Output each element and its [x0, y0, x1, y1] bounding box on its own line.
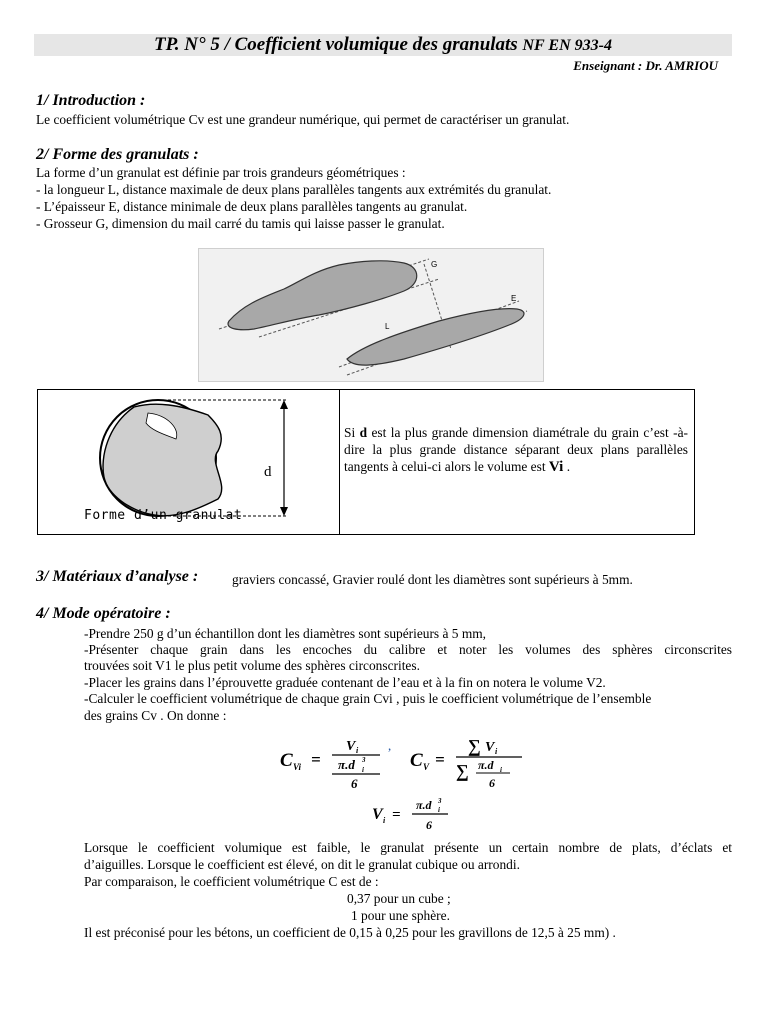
- formula-vi: [372, 795, 458, 842]
- vi-num: π.d: [416, 798, 432, 812]
- document-title-bar: [34, 34, 732, 56]
- cv-num-sigma: ∑: [468, 736, 481, 756]
- vi-symbol: Vi: [548, 459, 564, 475]
- cvi-lhs: C: [280, 750, 293, 771]
- cvi-den-exp: 3: [362, 756, 366, 764]
- cv-eq: =: [435, 750, 445, 769]
- section-heading-materials: 3/ Matériaux d’analyse :: [36, 568, 199, 585]
- cv-den-sigma: ∑: [456, 761, 469, 781]
- cvi-num: V: [346, 739, 356, 754]
- introduction-text: Le coefficient volumétrique Cv est une grandeur numérique, qui permet de caractériser un granulat.: [36, 112, 570, 127]
- cvi-num-sub: i: [356, 746, 359, 755]
- vi-num-exp: 3: [438, 797, 442, 805]
- procedure-step-3: -Placer les grains dans l’éprouvette graduée contenant de l’eau et à la fin on notera le volume V2.: [84, 675, 606, 690]
- teacher-name: Enseignant : Dr. AMRIOU: [573, 58, 718, 73]
- cv-den: π.d: [478, 758, 494, 772]
- procedure-step-2: -Présenter chaque grain dans les encoches du calibre et noter les volumes des sphères circonscrites: [84, 642, 732, 657]
- cv-den-sub: i: [500, 766, 502, 774]
- figure-label-g: G: [431, 260, 438, 269]
- section-heading-shape: 2/ Forme des granulats :: [36, 146, 199, 163]
- shape-line-3: - L’épaisseur E, distance minimale de deux plans parallèles tangents au granulat.: [36, 199, 468, 214]
- shape-line-4: - Grosseur G, dimension du mail carré du tamis qui laisse passer le granulat.: [36, 216, 445, 231]
- cv-num: V: [485, 740, 495, 755]
- cv-lhs: C: [410, 750, 423, 771]
- shape-line-1: La forme d’un granulat est définie par trois grandeurs géométriques :: [36, 165, 406, 180]
- document-title: TP. N° 5 / Coefficient volumique des granulats: [154, 34, 518, 55]
- shape-line-2: - la longueur L, distance maximale de deux plans parallèles tangents aux extrémités du granulat.: [36, 182, 552, 197]
- cvi-den-sub: i: [362, 766, 364, 774]
- section-heading-introduction: 1/ Introduction :: [36, 92, 146, 109]
- vi-lhs: V: [372, 806, 383, 823]
- procedure-step-1: -Prendre 250 g d’un échantillon dont les diamètres sont supérieurs à 5 mm,: [84, 626, 487, 641]
- conclusion-line-1: Lorsque le coefficient volumique est faible, le granulat présente un certain nombre de plats, d’éclats et: [84, 840, 732, 855]
- vi-six: 6: [426, 818, 432, 832]
- d-symbol: d: [359, 425, 368, 440]
- conclusion-line-2: d’aiguilles. Lorsque le coefficient est élevé, on dit le granulat cubique ou arrondi.: [84, 857, 520, 872]
- value-sphere: 1 pour une sphère.: [351, 908, 450, 923]
- materials-text: graviers concassé, Gravier roulé dont les diamètres sont supérieurs à 5mm.: [232, 572, 633, 587]
- cvi-den: π.d: [338, 757, 355, 772]
- procedure-step-4: -Calculer le coefficient volumétrique de chaque grain Cvi , puis le coefficient volumétrique de l’ensemble: [84, 691, 652, 706]
- cvi-six: 6: [351, 776, 358, 791]
- cv-num-sub: i: [495, 747, 498, 756]
- cvi-sub: Vi: [293, 762, 302, 772]
- figure-label-e: E: [511, 294, 517, 303]
- formula-cvi: [280, 736, 404, 797]
- procedure-step-2-cont: trouvées soit V1 le plus petit volume des sphères circonscrites.: [84, 658, 420, 673]
- recommendation-text: Il est préconisé pour les bétons, un coefficient de 0,15 à 0,25 pour les gravillons de 12,5 à 25 mm) .: [84, 925, 616, 940]
- grain-dimensions-figure: [198, 248, 544, 382]
- conclusion-line-3: Par comparaison, le coefficient volumétrique C est de :: [84, 874, 379, 889]
- cv-six: 6: [489, 776, 495, 790]
- vi-sub: i: [383, 816, 386, 825]
- formula-cv: [410, 736, 528, 797]
- vi-num-sub: i: [438, 806, 440, 814]
- cv-sub: V: [423, 762, 430, 772]
- vi-eq: =: [392, 807, 401, 823]
- figure-label-l: L: [385, 322, 390, 331]
- formula-comma: ,: [388, 738, 392, 753]
- value-cube: 0,37 pour un cube ;: [347, 891, 451, 906]
- cvi-eq: =: [311, 750, 321, 769]
- procedure-step-4-cont: des grains Cv . On donne :: [84, 708, 227, 723]
- grain-volume-box: [37, 389, 695, 535]
- volume-definition-text: Si d est la plus grande dimension diamétrale du grain c’est -à-dire la plus grande distance séparant deux plans parallèles tangents à celui-ci alors le volume est Vi .: [344, 425, 688, 475]
- dimension-label-d: d: [264, 464, 272, 480]
- figure-caption: Forme d’un granulat: [84, 508, 243, 523]
- box-divider: [339, 390, 340, 534]
- section-heading-procedure: 4/ Mode opératoire :: [36, 605, 171, 622]
- standard-reference: NF EN 933-4: [522, 37, 612, 54]
